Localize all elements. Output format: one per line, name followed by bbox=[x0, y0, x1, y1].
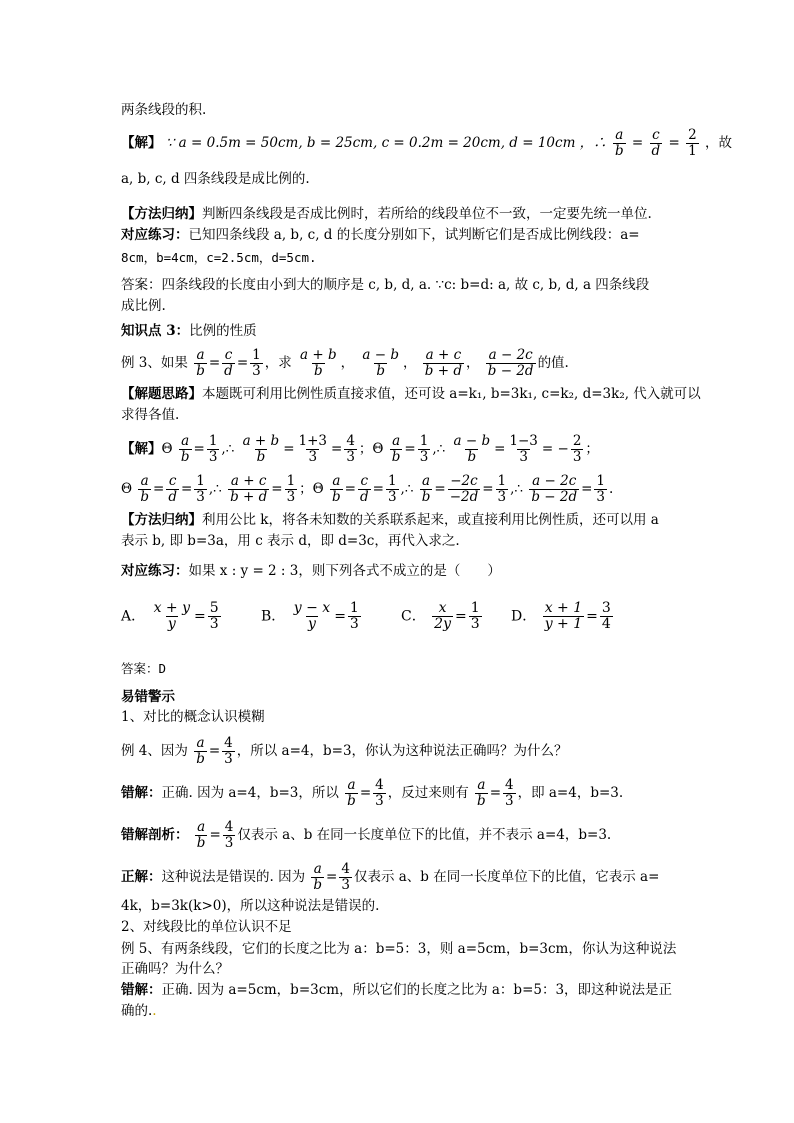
option-d[interactable]: D． $\frac{x + 1}{y + 1}$ = $\frac{3}{4}$ bbox=[511, 600, 611, 632]
error-analysis: 错解剖析： $\frac{a}{b}$ = $\frac{4}{3}$ 仅表示 a、b 在同一长度单位下的比值，并不表示 a=4，b=3. bbox=[121, 819, 612, 851]
idea-text: 本题既可利用比例性质直接求值，还可设 a=k₁, b=3k₁, c=k₂, d=3k₂, 代入就可以 bbox=[202, 386, 701, 402]
answer-1: 答案：四条线段的长度由小到大的顺序是 c, b, d, a. ∵c: b=d: a, 故 c, b, d, a 四条线段 bbox=[121, 277, 650, 293]
practice-1 bbox=[121, 226, 640, 244]
fraction-2-1: $\frac{2}{1}$ bbox=[688, 127, 697, 159]
solution-3-line2: Θ $\frac{a}{b}$ = $\frac{c}{d}$ = $\frac{1}{3}$ ,∴ $\frac{a + c}{b + d}$ = $\frac{1}{3}$ ；Θ $\frac{a}{b}$ = $\frac{c}{d}$ = $\frac{1}{3}$ ,∴ $\frac{a}{b}$ = $\frac{-2c}{-2d}$ = $\frac{1}{3}$ ,∴ $\frac{a - 2c}{b - 2d}$ = $\frac{1}{3}$ . bbox=[121, 473, 614, 505]
example-5: 例 5、有两条线段，它们的长度之比为 a：b=5：3，则 a=5cm，b=3cm，你认为这种说法 bbox=[121, 941, 677, 957]
method-1-text: 判断四条线段是否成比例时，若所给的线段单位不一致，一定要先统一单位. bbox=[202, 206, 652, 222]
example-4: 例 4、因为 $\frac{a}{b}$ = $\frac{4}{3}$ ，所以 a=4，b=3，你认为这种说法正确吗？为什么？ bbox=[121, 735, 568, 767]
solution-1: 【解】 ∵ a = 0.5m = 50cm, b = 25cm, c = 0.2m = 20cm, d = 10cm ，∴ $\frac{a}{b}$ = $\frac{c}{d}$ = $\frac{2}{1}$ ，故 bbox=[121, 127, 732, 159]
fraction: $\frac{a + c}{b + d}$ bbox=[424, 347, 462, 379]
option-b[interactable]: B． $\frac{y - x}{y}$ = $\frac{1}{3}$ bbox=[261, 600, 359, 632]
method-tag: 【方法归纳】 bbox=[121, 206, 202, 222]
solution-idea bbox=[121, 385, 701, 403]
ex3-pre: 例 3、如果 bbox=[121, 355, 188, 371]
solution-1-expr: ∵ a = 0.5m = 50cm, b = 25cm, c = 0.2m = 20cm, d = 10cm ，∴ bbox=[165, 135, 607, 151]
fraction: $\frac{a - b}{b}$ bbox=[362, 347, 399, 379]
wrong-solution-1: 错解：正确. 因为 a=4，b=3，所以 $\frac{a}{b}$ = $\frac{4}{3}$ ，反过来则有 $\frac{a}{b}$ = $\frac{4}{3}$ ，即 a=4，b=3. bbox=[121, 777, 624, 809]
solution-tag: 【解】 bbox=[121, 441, 162, 457]
correct-solution: 正解：这种说法是错误的. 因为 $\frac{a}{b}$ = $\frac{4}{3}$ 仅表示 a、b 在同一长度单位下的比值，它表示 a= bbox=[121, 861, 660, 893]
fraction: $\frac{1}{3}$ bbox=[252, 347, 261, 379]
correct-solution-line2: 4k，b=3k(k>0)，所以这种说法是错误的. bbox=[121, 898, 380, 914]
practice-1-line2: 8cm，b=4cm，c=2.5cm，d=5cm. bbox=[121, 250, 317, 265]
method-tag: 【方法归纳】 bbox=[121, 512, 202, 528]
fraction: $\frac{a + b}{b}$ bbox=[300, 347, 337, 379]
solution-1-line2: a, b, c, d 四条线段是成比例的. bbox=[121, 171, 310, 187]
wrong-solution-2-line2: 确的.. bbox=[121, 1003, 157, 1019]
ex3-mid: ，求 bbox=[264, 355, 292, 371]
kp3-tag: 知识点 3： bbox=[121, 323, 190, 339]
fraction: $\frac{c}{d}$ bbox=[224, 347, 233, 379]
line-intro: 两条线段的积. bbox=[121, 102, 207, 118]
answer-1-line2: 成比例. bbox=[121, 298, 166, 314]
solution-3-line1: 【解】Θ $\frac{a}{b}$ = $\frac{1}{3}$ ,∴ $\frac{a + b}{b}$ = $\frac{1+3}{3}$ = $\frac{4}{3}$ ；Θ $\frac{a}{b}$ = $\frac{1}{3}$ ,∴ $\frac{a - b}{b}$ = $\frac{1-3}{3}$ = − $\frac{2}{3}$ ； bbox=[121, 433, 599, 465]
method-2-line2: 表示 b, 即 b=3a，用 c 表示 d，即 d=3c，再代入求之. bbox=[121, 533, 460, 549]
practice-tag: 对应练习： bbox=[121, 563, 189, 579]
warning-item-2: 2、对线段比的单位认识不足 bbox=[121, 919, 292, 935]
solution-tag: 【解】 bbox=[121, 135, 162, 151]
solution-idea-line2: 求得各值. bbox=[121, 407, 180, 423]
method-2-text: 利用公比 k，将各未知数的关系联系起来，或直接利用比例性质，还可以用 a bbox=[202, 512, 659, 528]
idea-tag: 【解题思路】 bbox=[121, 386, 202, 402]
example-5-line2: 正确吗？为什么？ bbox=[121, 961, 229, 977]
practice-tag: 对应练习： bbox=[121, 227, 189, 243]
option-a[interactable]: A． $\frac{x + y}{y}$ = $\frac{5}{3}$ bbox=[121, 600, 219, 632]
fraction-a-b: $\frac{a}{b}$ bbox=[614, 127, 624, 159]
kp3-text: 比例的性质 bbox=[189, 323, 257, 339]
solution-1-tail: ，故 bbox=[705, 135, 732, 151]
knowledge-point-3 bbox=[121, 322, 257, 340]
practice-2 bbox=[121, 562, 501, 580]
example-3: 例 3、如果 $\frac{a}{b}$ = $\frac{c}{d}$ = $\frac{1}{3}$ ，求 $\frac{a + b}{b}$ ， $\frac{a - b}{b}$ ， $\frac{a + c}{b + d}$ ， $\frac{a - 2c}{b - 2d}$ 的值. bbox=[121, 347, 569, 379]
option-c[interactable]: C． $\frac{x}{2y}$ = $\frac{1}{3}$ bbox=[401, 600, 480, 632]
answer-2: 答案：D bbox=[121, 661, 167, 676]
fraction: $\frac{a}{b}$ bbox=[196, 347, 205, 379]
practice-2-text: 如果 x : y = 2 : 3，则下列各式不成立的是（ ） bbox=[188, 563, 501, 579]
fraction-c-d: $\frac{c}{d}$ bbox=[651, 127, 661, 159]
dot-mark: . bbox=[152, 1003, 157, 1019]
warning-title: 易错警示 bbox=[121, 689, 175, 705]
practice-1-text: 已知四条线段 a, b, c, d 的长度分别如下，试判断它们是否成比例线段：a= bbox=[188, 227, 640, 243]
method-1 bbox=[121, 205, 652, 223]
ex3-post: 的值. bbox=[537, 355, 569, 371]
method-2 bbox=[121, 511, 659, 529]
warning-item-1: 1、对比的概念认识模糊 bbox=[121, 709, 265, 725]
wrong-solution-2: 错解：正确. 因为 a=5cm，b=3cm，所以它们的长度之比为 a：b=5：3，即这种说法是正 bbox=[121, 982, 673, 998]
fraction: $\frac{a - 2c}{b - 2d}$ bbox=[487, 347, 534, 379]
